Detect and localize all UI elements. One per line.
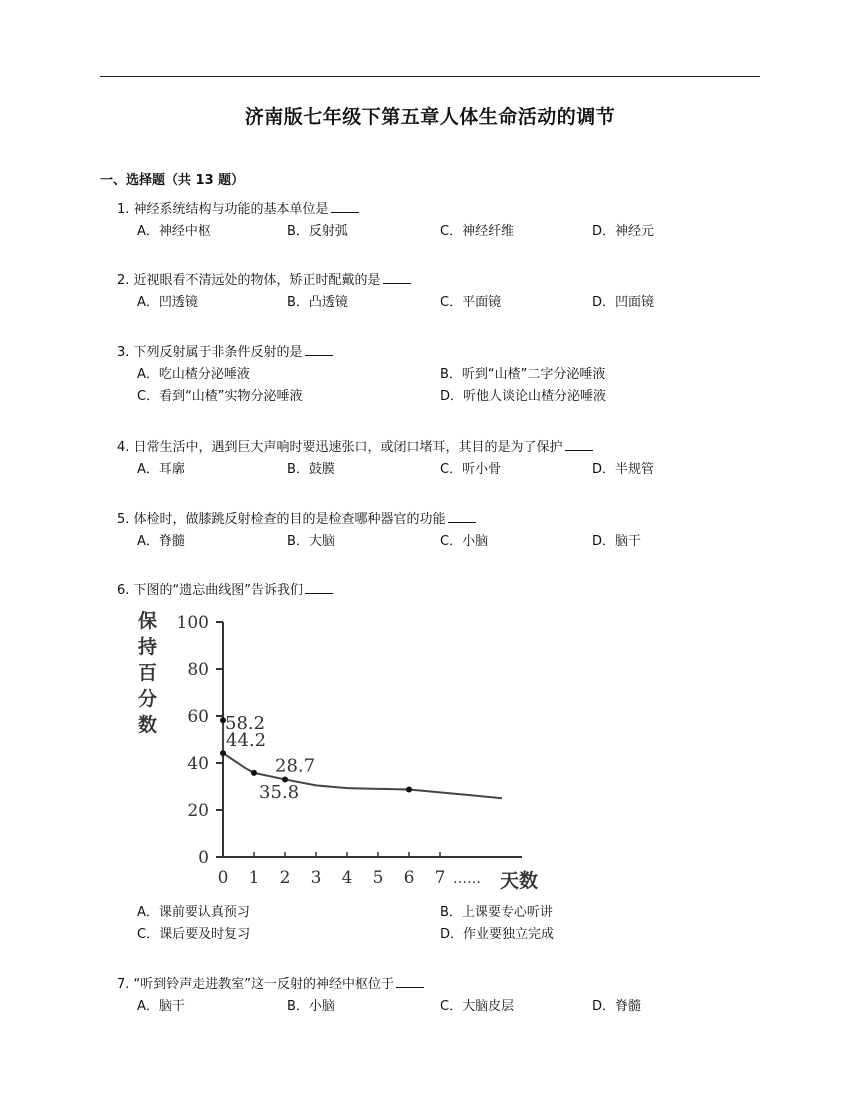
x-tick-label: 7: [434, 868, 446, 888]
document-title: 济南版七年级下第五章人体生命活动的调节: [244, 106, 616, 128]
option-b: B．反射弧: [287, 224, 348, 239]
option-b: B．听到“山楂”二字分泌唾液: [440, 367, 606, 382]
x-tick-label: 4: [341, 868, 353, 888]
x-tick-label: 3: [310, 868, 322, 888]
answer-blank: [565, 438, 593, 451]
question-2: [117, 270, 757, 314]
option-b: B．凸透镜: [287, 295, 348, 310]
answer-blank: [331, 200, 359, 213]
x-tick-label: 1: [248, 868, 260, 888]
y-tick-label: 0: [198, 848, 209, 868]
question-stem: 4. 日常生活中，遇到巨大声响时要迅速张口，或闭口堵耳，其目的是为了保护: [117, 440, 563, 455]
y-tick-label: 20: [187, 801, 209, 821]
question-1: [117, 199, 757, 243]
x-axis-ellipsis: ……: [453, 871, 481, 887]
option-c: C．小脑: [440, 534, 489, 549]
data-label: 28.7: [275, 755, 316, 777]
data-point: [251, 770, 257, 776]
answer-blank: [448, 510, 476, 523]
question-7: [117, 974, 757, 1018]
question-stem: 6. 下图的“遗忘曲线图”告诉我们: [117, 583, 304, 598]
option-c: C．看到“山楂”实物分泌唾液: [137, 389, 303, 404]
y-axis-label-char: 数: [138, 714, 158, 736]
question-stem: 5. 体检时，做膝跳反射检查的目的是检查哪种器官的功能: [117, 512, 446, 527]
data-point: [406, 787, 412, 793]
option-a: A．吃山楂分泌唾液: [137, 367, 250, 382]
question-stem: 7. “听到铃声走进教室”这一反射的神经中枢位于: [117, 977, 395, 992]
question-6-options: [117, 902, 757, 946]
data-label: 44.2: [226, 730, 267, 752]
x-tick-label: 6: [403, 868, 415, 888]
option-d: D．半规管: [592, 462, 655, 477]
top-rule: [100, 76, 760, 77]
option-d: D．听他人谈论山楂分泌唾液: [440, 389, 607, 404]
option-d: D．脑干: [592, 534, 642, 549]
option-d: D．凹面镜: [592, 295, 655, 310]
option-a: A．神经中枢: [137, 224, 211, 239]
option-c: C．神经纤维: [440, 224, 515, 239]
option-d: D．脊髓: [592, 999, 642, 1014]
y-tick-label: 40: [187, 754, 209, 774]
x-tick-label: 2: [279, 868, 291, 888]
x-tick-label: 0: [217, 868, 229, 888]
option-a: A．脑干: [137, 999, 185, 1014]
y-axis-label-char: 保: [138, 610, 158, 632]
section-heading: 一、选择题（共 13 题）: [100, 173, 245, 188]
option-b: B．鼓膜: [287, 462, 335, 477]
question-5: [117, 509, 757, 553]
option-c: C．平面镜: [440, 295, 502, 310]
option-a: A．耳廓: [137, 462, 185, 477]
forgetting-curve-chart: [130, 605, 550, 895]
question-6: [117, 580, 757, 602]
y-axis-label-char: 百: [138, 662, 158, 684]
x-tick-label: 5: [372, 868, 384, 888]
answer-blank: [396, 975, 424, 988]
y-tick-label: 60: [187, 707, 209, 727]
y-tick-label: 100: [176, 613, 209, 633]
question-stem: 2. 近视眼看不清远处的物体，矫正时配戴的是: [117, 273, 381, 288]
option-d: D．作业要独立完成: [440, 927, 555, 942]
y-tick-label: 80: [187, 660, 209, 680]
question-stem: 1. 神经系统结构与功能的基本单位是: [117, 202, 329, 217]
x-axis-label: 天数: [500, 870, 539, 892]
question-3: [117, 342, 757, 408]
option-a: A．凹透镜: [137, 295, 198, 310]
y-axis-label-char: 分: [138, 688, 158, 710]
option-b: B．小脑: [287, 999, 335, 1014]
question-stem: 3. 下列反射属于非条件反射的是: [117, 345, 303, 360]
answer-blank: [383, 271, 411, 284]
option-d: D．神经元: [592, 224, 655, 239]
answer-blank: [305, 343, 333, 356]
option-c: C．大脑皮层: [440, 999, 515, 1014]
option-c: C．课后要及时复习: [137, 927, 251, 942]
option-b: B．上课要专心听讲: [440, 905, 553, 920]
data-label: 35.8: [259, 781, 300, 803]
y-axis-label-char: 持: [138, 636, 158, 658]
answer-blank: [305, 581, 333, 594]
option-a: A．脊髓: [137, 534, 185, 549]
question-4: [117, 437, 757, 481]
option-b: B．大脑: [287, 534, 335, 549]
option-c: C．听小骨: [440, 462, 502, 477]
option-a: A．课前要认真预习: [137, 905, 250, 920]
data-label: 58.2: [225, 713, 266, 735]
